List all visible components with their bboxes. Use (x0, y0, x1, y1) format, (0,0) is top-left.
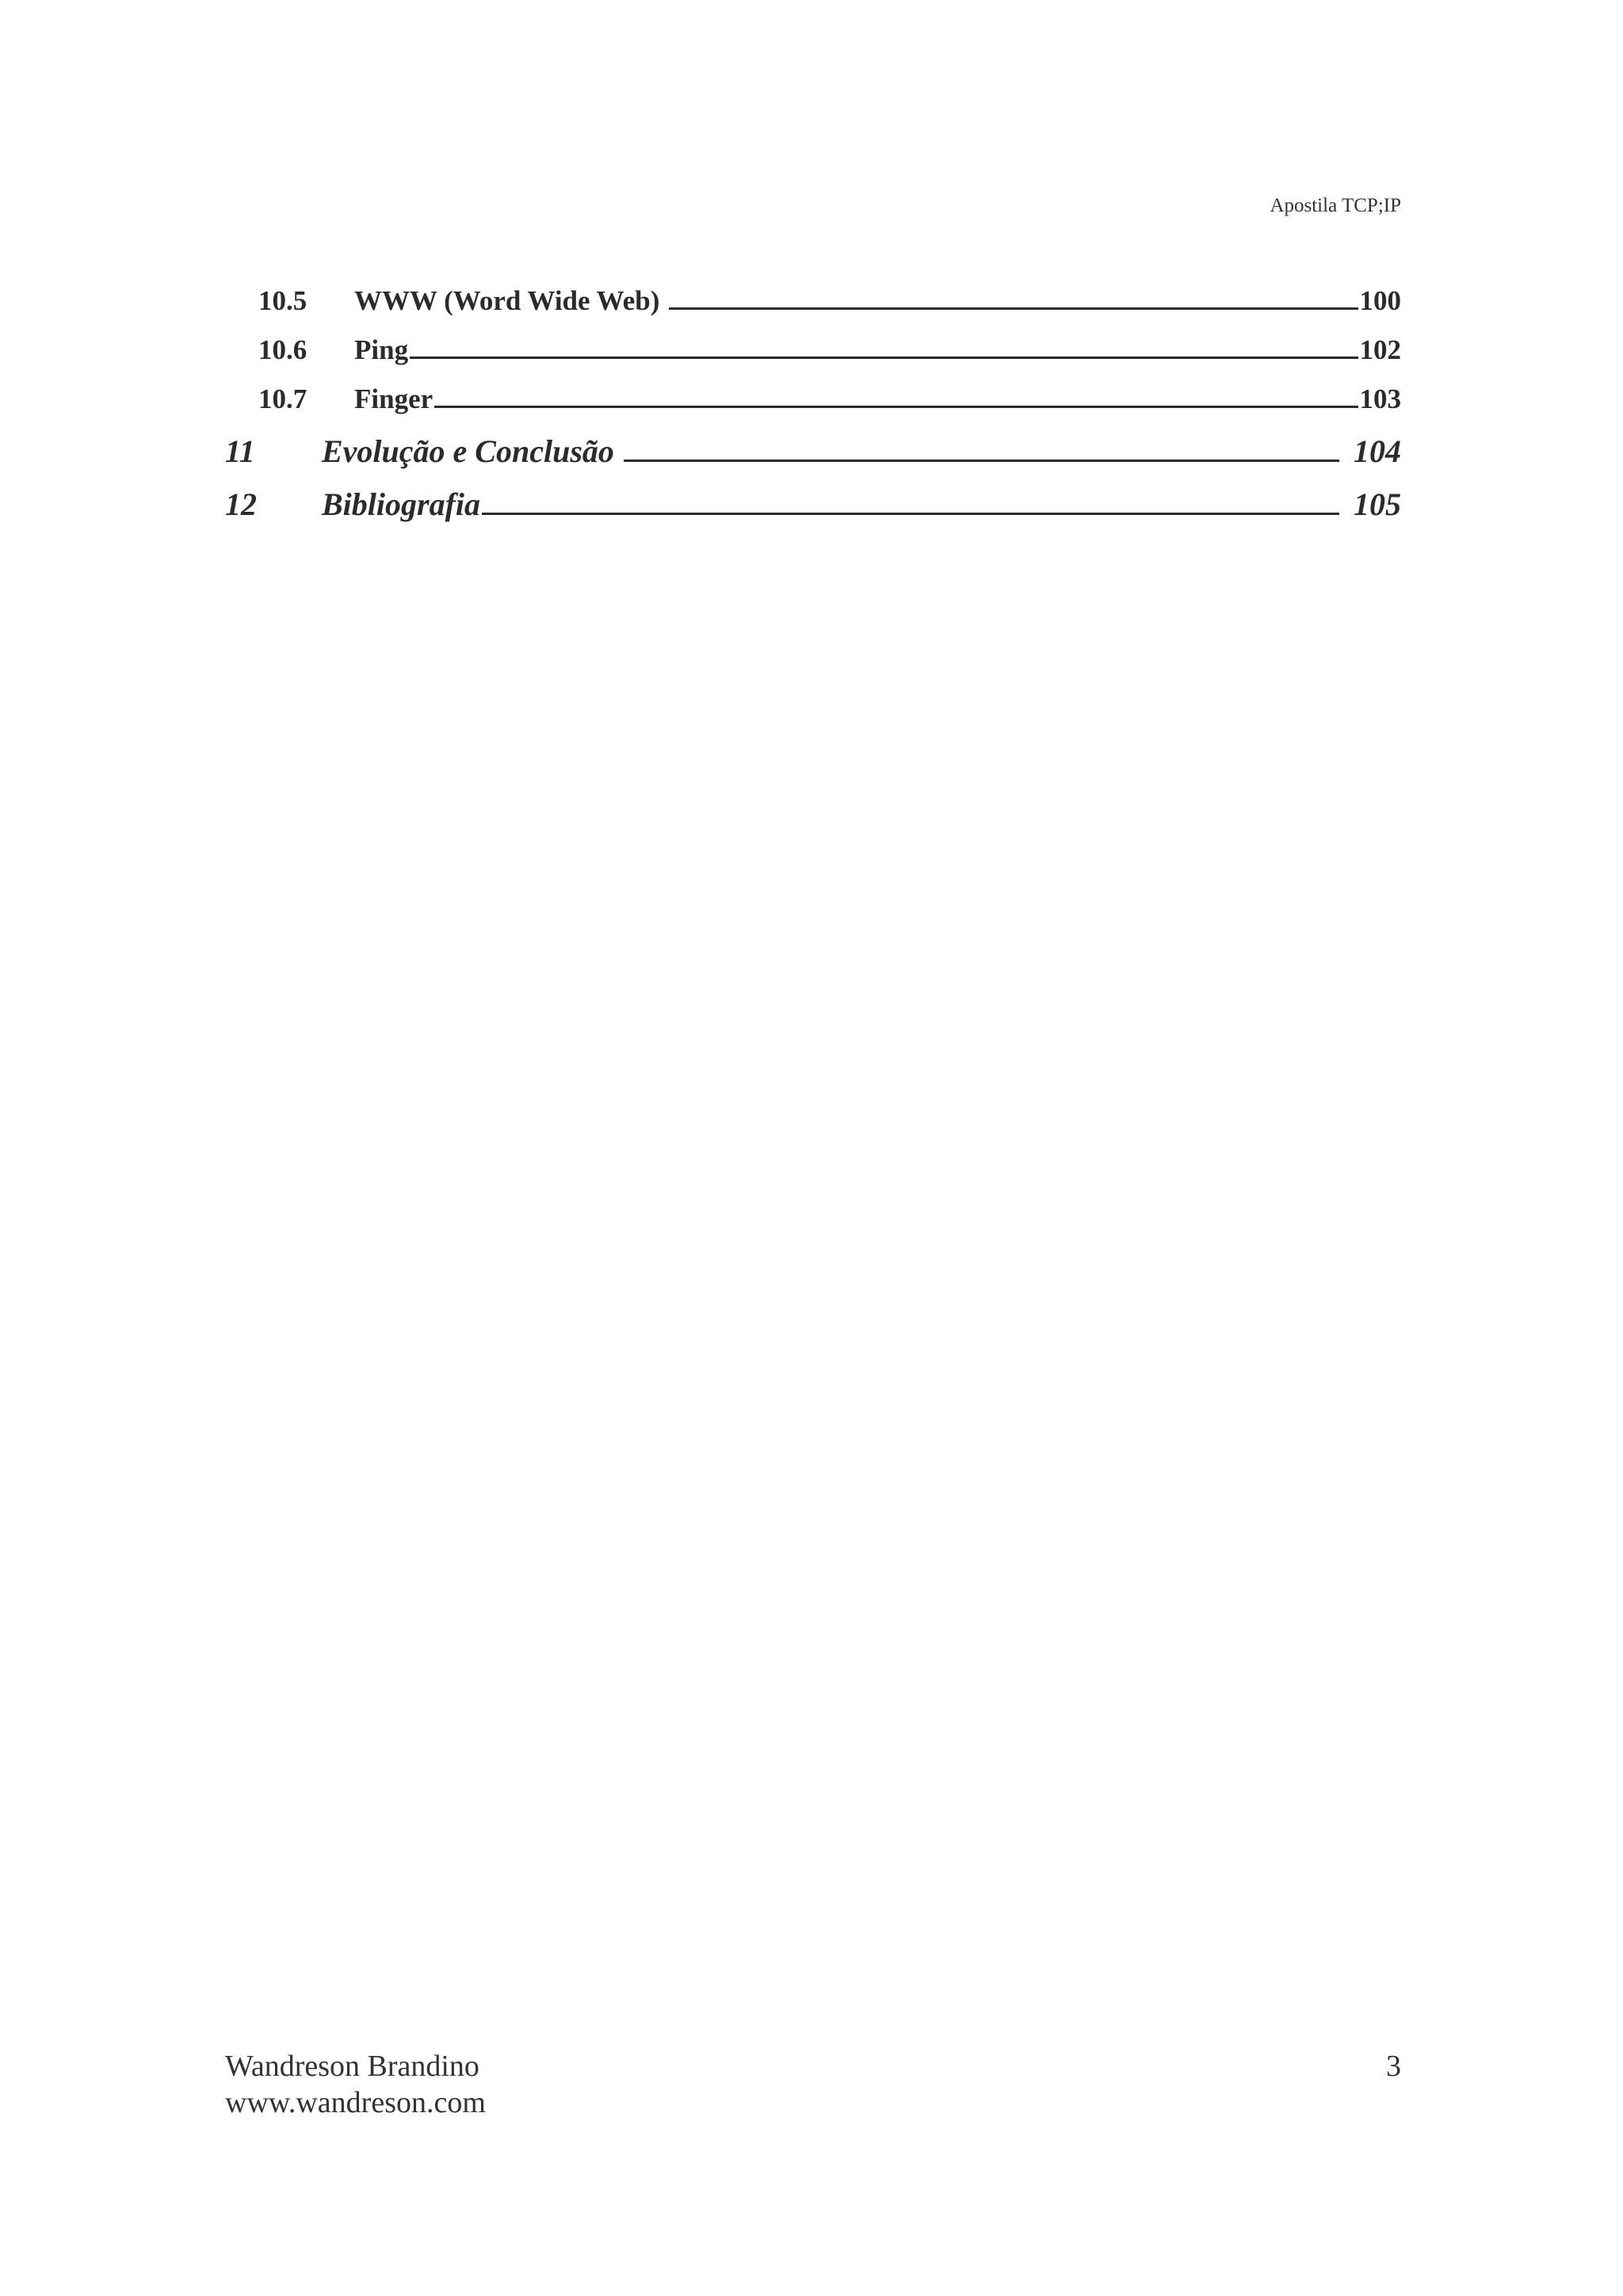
toc-entry-title: Finger (354, 383, 433, 414)
toc-leader-line (434, 405, 1358, 408)
footer-author: Wandreson Brandino (225, 2050, 479, 2083)
running-header: Apostila TCP;IP (1270, 195, 1401, 216)
toc-entry-number: 10.6 (258, 334, 307, 365)
page-footer (225, 2048, 1401, 2121)
toc-entry-10-5[interactable] (225, 285, 1401, 334)
toc-entry-number: 12 (225, 486, 257, 522)
toc-entry-page: 102 (1359, 334, 1401, 365)
toc-entry-page: 104 (1354, 433, 1401, 469)
page-number: 3 (1386, 2050, 1401, 2083)
toc-leader-line (482, 512, 1339, 515)
toc-entry-12[interactable] (225, 486, 1401, 539)
toc-leader-line (624, 459, 1339, 462)
toc-entry-title: Bibliografia (322, 486, 481, 522)
toc-leader-line (410, 356, 1358, 359)
toc-entry-title: Evolução e Conclusão (322, 433, 614, 469)
footer-website: www.wandreson.com (225, 2086, 486, 2119)
toc-entry-10-6[interactable] (225, 334, 1401, 383)
toc-leader-line (669, 307, 1358, 310)
toc-entry-title: WWW (Word Wide Web) (354, 285, 660, 316)
toc-entry-11[interactable] (225, 433, 1401, 486)
toc-entry-number: 10.5 (258, 285, 307, 316)
toc-entry-title: Ping (354, 334, 409, 365)
toc-entry-number: 10.7 (258, 383, 307, 414)
toc-entry-number: 11 (225, 433, 255, 469)
toc-entry-10-7[interactable] (225, 383, 1401, 433)
toc-entry-page: 103 (1359, 383, 1401, 414)
table-of-contents (225, 285, 1401, 539)
toc-entry-page: 100 (1359, 285, 1401, 316)
toc-entry-page: 105 (1354, 486, 1401, 522)
